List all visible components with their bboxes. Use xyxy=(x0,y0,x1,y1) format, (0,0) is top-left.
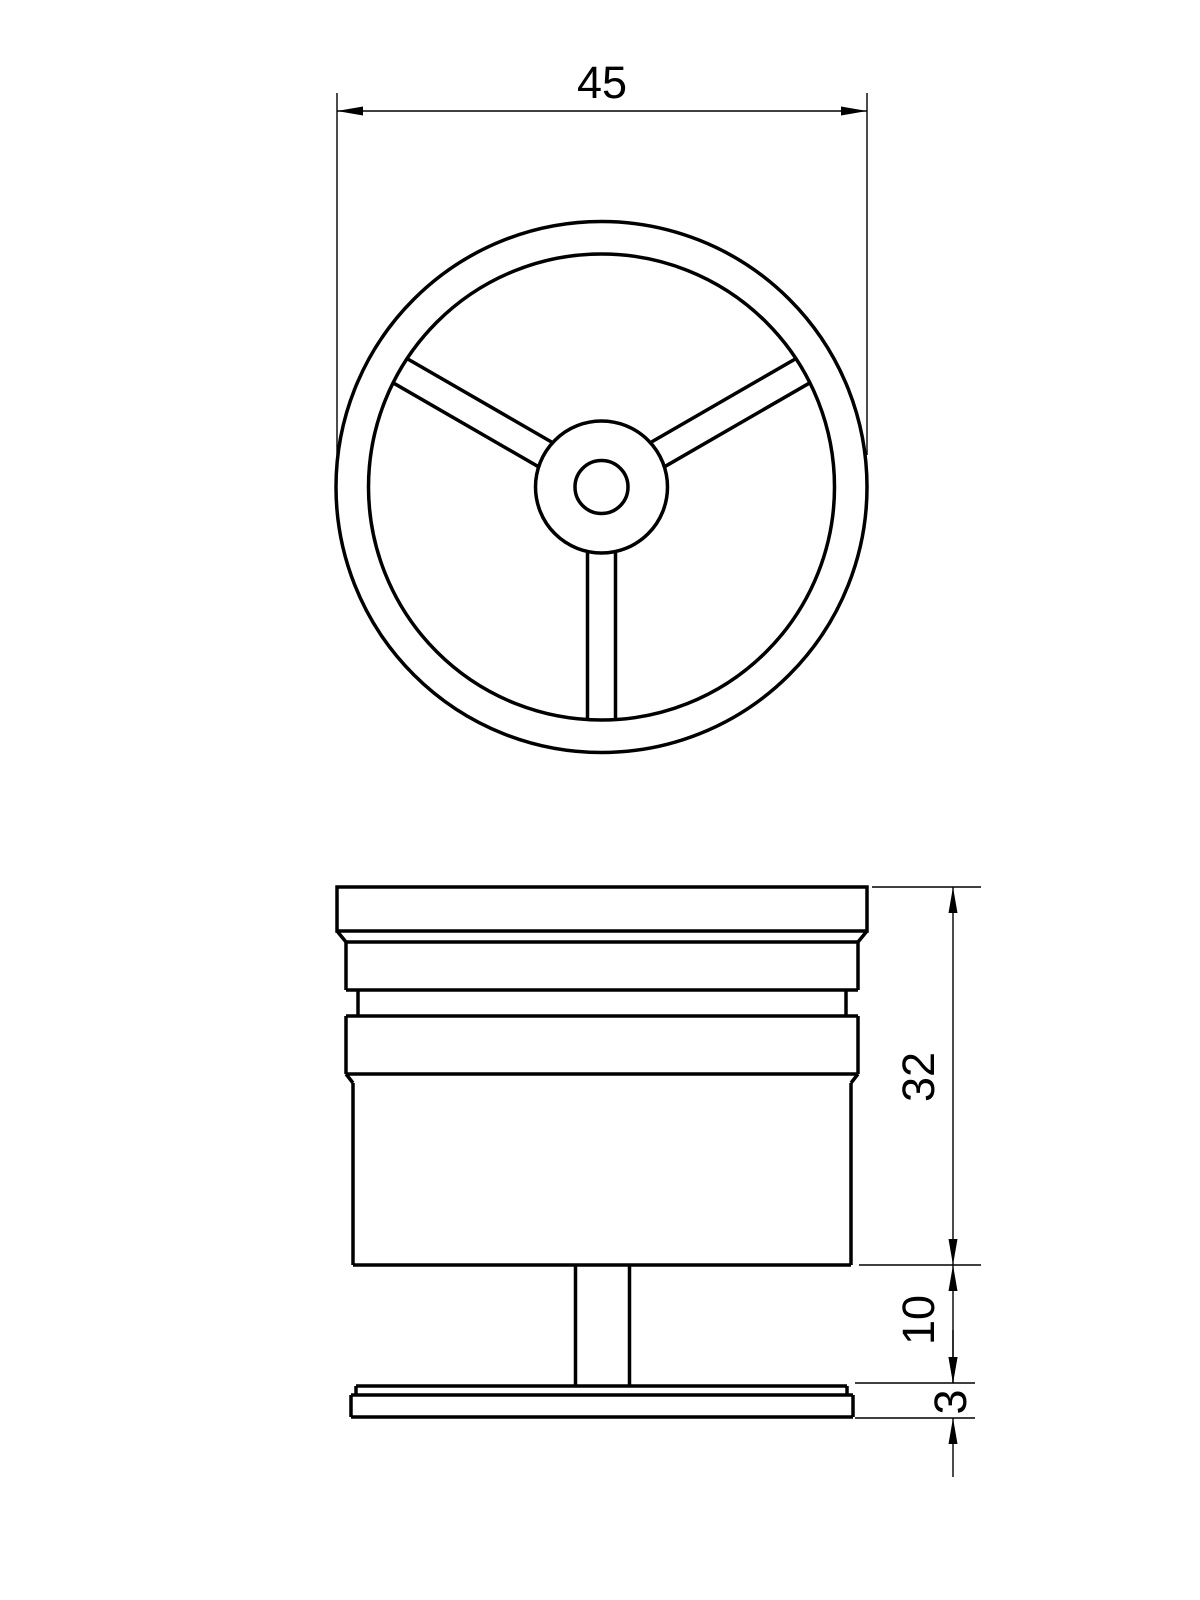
spoke-upper-right-lower-edge xyxy=(664,383,810,467)
dimension-body-height-32 xyxy=(859,887,981,1265)
spoke-upper-left-lower-edge xyxy=(393,383,538,467)
spoke-upper-right-upper-edge xyxy=(650,359,796,443)
dimension-base-height-label: 3 xyxy=(925,1389,976,1415)
side-view-body-outline xyxy=(353,1083,851,1265)
dimension-width-label: 45 xyxy=(576,57,628,108)
dimension-stem-height-10 xyxy=(855,1265,975,1383)
wheel-center-bore-circle xyxy=(575,461,628,514)
dimension-base-height-3 xyxy=(855,1330,976,1477)
arrowhead-left xyxy=(337,107,363,116)
wheel-top-view xyxy=(336,222,867,753)
arrowhead-down-outside xyxy=(949,1357,958,1383)
arrowhead-down xyxy=(949,1239,958,1265)
arrowhead-up-outside xyxy=(949,1418,958,1444)
wheel-hub-circle xyxy=(536,421,668,553)
side-view-base-plate-outline xyxy=(351,1386,853,1417)
arrowhead-up xyxy=(949,887,958,913)
wheel-inner-rim-circle xyxy=(369,254,835,720)
spoke-upper-left-upper-edge xyxy=(407,359,552,443)
arrowhead-right xyxy=(841,107,867,116)
side-view-stem-outline xyxy=(576,1265,630,1386)
arrowhead-up xyxy=(949,1265,958,1291)
side-view-cap-outline xyxy=(337,887,867,942)
dimension-stem-height-label: 10 xyxy=(893,1294,944,1346)
dimension-body-height-label: 32 xyxy=(893,1051,944,1103)
wheel-outer-rim-circle xyxy=(336,222,867,753)
wheel-side-view xyxy=(337,887,867,1417)
side-view-bands-outline xyxy=(346,942,858,1083)
